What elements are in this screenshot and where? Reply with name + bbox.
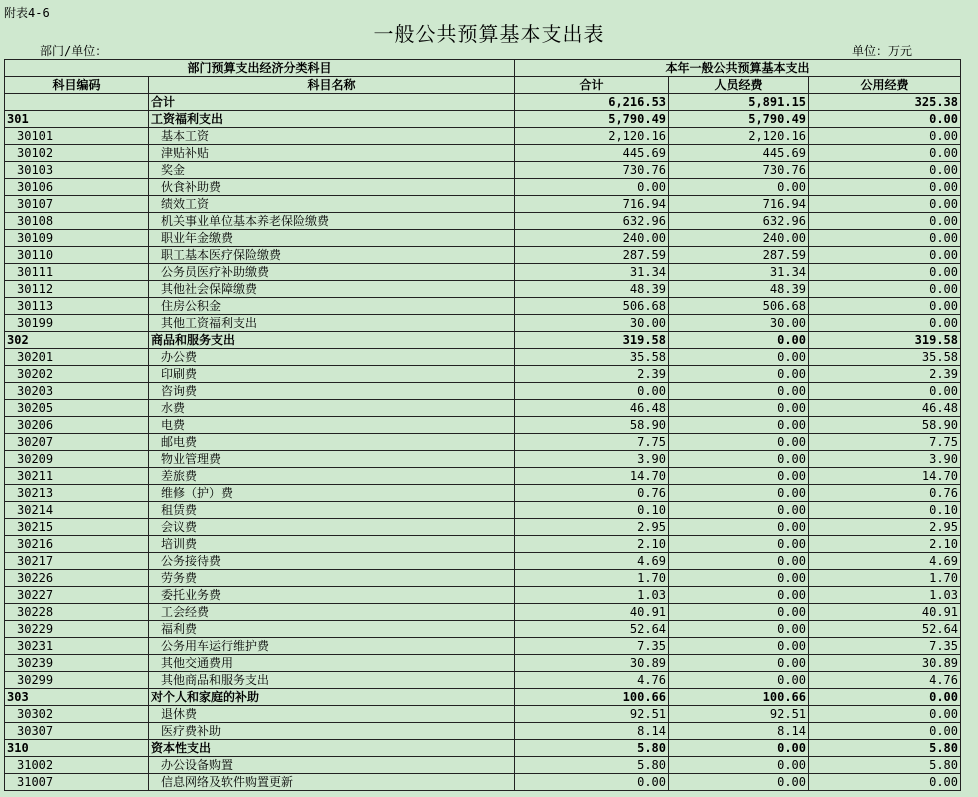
cell-total[interactable]: 2.39 (515, 366, 669, 383)
table-row[interactable] (5, 332, 961, 349)
cell-total[interactable]: 30.89 (515, 655, 669, 672)
cell-code[interactable]: 30229 (5, 621, 149, 638)
cell-personnel[interactable]: 0.00 (669, 672, 809, 689)
cell-code[interactable]: 31002 (5, 757, 149, 774)
cell-name[interactable]: 公务接待费 (149, 553, 515, 570)
table-row[interactable] (5, 417, 961, 434)
cell-name[interactable]: 退休费 (149, 706, 515, 723)
table-row[interactable] (5, 468, 961, 485)
cell-personnel[interactable]: 632.96 (669, 213, 809, 230)
cell-total[interactable]: 46.48 (515, 400, 669, 417)
cell-public[interactable]: 0.00 (809, 689, 961, 706)
table-row[interactable] (5, 281, 961, 298)
cell-code[interactable]: 30226 (5, 570, 149, 587)
cell-code[interactable]: 30206 (5, 417, 149, 434)
cell-public[interactable]: 2.95 (809, 519, 961, 536)
cell-total[interactable]: 0.00 (515, 179, 669, 196)
cell-name[interactable]: 机关事业单位基本养老保险缴费 (149, 213, 515, 230)
table-row[interactable] (5, 485, 961, 502)
header-column-row (5, 77, 961, 94)
table-row[interactable] (5, 587, 961, 604)
cell-code[interactable]: 30111 (5, 264, 149, 281)
header-public[interactable]: 公用经费 (809, 77, 961, 94)
table-row[interactable] (5, 400, 961, 417)
table-row[interactable] (5, 740, 961, 757)
cell-name[interactable]: 培训费 (149, 536, 515, 553)
cell-public[interactable]: 7.35 (809, 638, 961, 655)
cell-total[interactable]: 0.10 (515, 502, 669, 519)
cell-total[interactable]: 5.80 (515, 740, 669, 757)
cell-personnel[interactable]: 2,120.16 (669, 128, 809, 145)
cell-public[interactable]: 0.00 (809, 111, 961, 128)
cell-personnel[interactable]: 730.76 (669, 162, 809, 179)
cell-code[interactable]: 30215 (5, 519, 149, 536)
cell-personnel[interactable]: 92.51 (669, 706, 809, 723)
cell-personnel[interactable]: 0.00 (669, 570, 809, 587)
cell-name[interactable]: 水费 (149, 400, 515, 417)
cell-code[interactable]: 30201 (5, 349, 149, 366)
cell-personnel[interactable]: 445.69 (669, 145, 809, 162)
cell-code[interactable]: 31007 (5, 774, 149, 791)
department-label: 部门/单位： (40, 44, 108, 58)
cell-total[interactable]: 716.94 (515, 196, 669, 213)
cell-public[interactable]: 5.80 (809, 757, 961, 774)
cell-name[interactable]: 伙食补助费 (149, 179, 515, 196)
cell-public[interactable]: 2.39 (809, 366, 961, 383)
page-title: 一般公共预算基本支出表 (373, 22, 605, 46)
cell-total[interactable]: 445.69 (515, 145, 669, 162)
cell-total[interactable]: 5,790.49 (515, 111, 669, 128)
cell-name[interactable]: 商品和服务支出 (149, 332, 515, 349)
cell-total[interactable]: 3.90 (515, 451, 669, 468)
cell-total[interactable]: 1.03 (515, 587, 669, 604)
table-row[interactable] (5, 264, 961, 281)
cell-name[interactable]: 电费 (149, 417, 515, 434)
cell-total[interactable]: 2.95 (515, 519, 669, 536)
cell-public[interactable]: 0.00 (809, 298, 961, 315)
cell-total[interactable]: 92.51 (515, 706, 669, 723)
cell-total[interactable]: 4.69 (515, 553, 669, 570)
cell-public[interactable]: 4.69 (809, 553, 961, 570)
cell-personnel[interactable]: 0.00 (669, 349, 809, 366)
cell-personnel[interactable]: 30.00 (669, 315, 809, 332)
cell-public[interactable]: 40.91 (809, 604, 961, 621)
table-row[interactable] (5, 502, 961, 519)
cell-code[interactable]: 30231 (5, 638, 149, 655)
table-row[interactable] (5, 757, 961, 774)
cell-public[interactable]: 0.00 (809, 162, 961, 179)
cell-total[interactable]: 0.76 (515, 485, 669, 502)
budget-expenditure-table (4, 59, 961, 791)
header-code[interactable]: 科目编码 (5, 77, 149, 94)
table-row[interactable] (5, 451, 961, 468)
table-row[interactable] (5, 655, 961, 672)
header-personnel[interactable]: 人员经费 (669, 77, 809, 94)
cell-code[interactable]: 30107 (5, 196, 149, 213)
table-row[interactable] (5, 145, 961, 162)
cell-personnel[interactable]: 0.00 (669, 502, 809, 519)
cell-code[interactable]: 30202 (5, 366, 149, 383)
table-row[interactable] (5, 383, 961, 400)
cell-public[interactable]: 0.00 (809, 230, 961, 247)
cell-public[interactable]: 1.03 (809, 587, 961, 604)
cell-personnel[interactable]: 0.00 (669, 655, 809, 672)
cell-name[interactable]: 咨询费 (149, 383, 515, 400)
cell-total[interactable]: 240.00 (515, 230, 669, 247)
cell-name[interactable]: 绩效工资 (149, 196, 515, 213)
cell-personnel[interactable]: 0.00 (669, 519, 809, 536)
table-row[interactable] (5, 213, 961, 230)
cell-public[interactable]: 325.38 (809, 94, 961, 111)
cell-personnel[interactable]: 0.00 (669, 587, 809, 604)
cell-personnel[interactable]: 8.14 (669, 723, 809, 740)
cell-code[interactable] (5, 94, 149, 111)
cell-name[interactable]: 办公设备购置 (149, 757, 515, 774)
cell-code[interactable]: 30228 (5, 604, 149, 621)
header-group-expenditure[interactable]: 本年一般公共预算基本支出 (515, 60, 961, 77)
cell-personnel[interactable]: 0.00 (669, 740, 809, 757)
header-total[interactable]: 合计 (515, 77, 669, 94)
cell-total[interactable]: 506.68 (515, 298, 669, 315)
table-row[interactable] (5, 179, 961, 196)
cell-total[interactable]: 5.80 (515, 757, 669, 774)
cell-name[interactable]: 其他交通费用 (149, 655, 515, 672)
header-group-row (5, 60, 961, 77)
cell-code[interactable]: 302 (5, 332, 149, 349)
cell-total[interactable]: 0.00 (515, 774, 669, 791)
cell-code[interactable]: 30108 (5, 213, 149, 230)
cell-code[interactable]: 30103 (5, 162, 149, 179)
table-row[interactable] (5, 570, 961, 587)
cell-total[interactable]: 30.00 (515, 315, 669, 332)
table-row[interactable] (5, 230, 961, 247)
cell-code[interactable]: 30207 (5, 434, 149, 451)
cell-personnel[interactable]: 0.00 (669, 417, 809, 434)
cell-public[interactable]: 58.90 (809, 417, 961, 434)
cell-name[interactable]: 其他工资福利支出 (149, 315, 515, 332)
cell-name[interactable]: 资本性支出 (149, 740, 515, 757)
cell-personnel[interactable]: 100.66 (669, 689, 809, 706)
cell-total[interactable]: 31.34 (515, 264, 669, 281)
cell-public[interactable]: 46.48 (809, 400, 961, 417)
cell-total[interactable]: 100.66 (515, 689, 669, 706)
cell-code[interactable]: 30106 (5, 179, 149, 196)
cell-public[interactable]: 0.00 (809, 128, 961, 145)
cell-total[interactable]: 52.64 (515, 621, 669, 638)
table-row[interactable] (5, 366, 961, 383)
table-row[interactable] (5, 298, 961, 315)
cell-total[interactable]: 58.90 (515, 417, 669, 434)
cell-public[interactable]: 0.00 (809, 706, 961, 723)
cell-total[interactable]: 7.35 (515, 638, 669, 655)
cell-personnel[interactable]: 0.00 (669, 485, 809, 502)
cell-public[interactable]: 30.89 (809, 655, 961, 672)
cell-public[interactable]: 0.10 (809, 502, 961, 519)
cell-name[interactable]: 奖金 (149, 162, 515, 179)
table-row[interactable] (5, 128, 961, 145)
cell-name[interactable]: 职业年金缴费 (149, 230, 515, 247)
cell-total[interactable]: 40.91 (515, 604, 669, 621)
cell-public[interactable]: 52.64 (809, 621, 961, 638)
cell-public[interactable]: 0.00 (809, 723, 961, 740)
cell-personnel[interactable]: 0.00 (669, 604, 809, 621)
cell-code[interactable]: 30302 (5, 706, 149, 723)
cell-code[interactable]: 30110 (5, 247, 149, 264)
cell-personnel[interactable]: 240.00 (669, 230, 809, 247)
cell-personnel[interactable]: 287.59 (669, 247, 809, 264)
cell-public[interactable]: 0.00 (809, 196, 961, 213)
cell-code[interactable]: 30213 (5, 485, 149, 502)
cell-code[interactable]: 301 (5, 111, 149, 128)
cell-code[interactable]: 30216 (5, 536, 149, 553)
cell-name[interactable]: 工资福利支出 (149, 111, 515, 128)
cell-total[interactable]: 6,216.53 (515, 94, 669, 111)
cell-public[interactable]: 0.00 (809, 315, 961, 332)
cell-total[interactable]: 4.76 (515, 672, 669, 689)
cell-total[interactable]: 35.58 (515, 349, 669, 366)
cell-code[interactable]: 30203 (5, 383, 149, 400)
table-row[interactable] (5, 196, 961, 213)
cell-personnel[interactable]: 506.68 (669, 298, 809, 315)
cell-code[interactable]: 30217 (5, 553, 149, 570)
table-row[interactable] (5, 553, 961, 570)
cell-code[interactable]: 30102 (5, 145, 149, 162)
cell-name[interactable]: 其他社会保障缴费 (149, 281, 515, 298)
cell-code[interactable]: 30199 (5, 315, 149, 332)
cell-personnel[interactable]: 0.00 (669, 774, 809, 791)
cell-public[interactable]: 5.80 (809, 740, 961, 757)
cell-public[interactable]: 14.70 (809, 468, 961, 485)
table-row[interactable] (5, 706, 961, 723)
cell-name[interactable]: 会议费 (149, 519, 515, 536)
cell-name[interactable]: 租赁费 (149, 502, 515, 519)
table-row[interactable] (5, 774, 961, 791)
cell-public[interactable]: 0.00 (809, 247, 961, 264)
cell-code[interactable]: 30205 (5, 400, 149, 417)
cell-personnel[interactable]: 0.00 (669, 621, 809, 638)
cell-personnel[interactable]: 48.39 (669, 281, 809, 298)
cell-name[interactable]: 工会经费 (149, 604, 515, 621)
cell-code[interactable]: 30211 (5, 468, 149, 485)
cell-public[interactable]: 4.76 (809, 672, 961, 689)
cell-public[interactable]: 319.58 (809, 332, 961, 349)
cell-code[interactable]: 30109 (5, 230, 149, 247)
cell-code[interactable]: 30113 (5, 298, 149, 315)
cell-name[interactable]: 委托业务费 (149, 587, 515, 604)
cell-name[interactable]: 合计 (149, 94, 515, 111)
cell-name[interactable]: 维修（护）费 (149, 485, 515, 502)
cell-code[interactable]: 30299 (5, 672, 149, 689)
cell-code[interactable]: 30112 (5, 281, 149, 298)
table-row[interactable] (5, 672, 961, 689)
cell-personnel[interactable]: 0.00 (669, 553, 809, 570)
cell-personnel[interactable]: 0.00 (669, 366, 809, 383)
cell-name[interactable]: 印刷费 (149, 366, 515, 383)
sheet-right-margin (962, 59, 978, 797)
cell-personnel[interactable]: 0.00 (669, 383, 809, 400)
cell-total[interactable]: 1.70 (515, 570, 669, 587)
table-row[interactable] (5, 689, 961, 706)
cell-name[interactable]: 基本工资 (149, 128, 515, 145)
table-row[interactable] (5, 723, 961, 740)
unit-label: 单位：万元 (852, 44, 913, 58)
cell-code[interactable]: 30227 (5, 587, 149, 604)
cell-personnel[interactable]: 5,790.49 (669, 111, 809, 128)
cell-name[interactable]: 信息网络及软件购置更新 (149, 774, 515, 791)
table-row[interactable] (5, 111, 961, 128)
cell-public[interactable]: 0.00 (809, 774, 961, 791)
cell-personnel[interactable]: 0.00 (669, 434, 809, 451)
cell-total[interactable]: 632.96 (515, 213, 669, 230)
cell-public[interactable]: 2.10 (809, 536, 961, 553)
table-row[interactable] (5, 315, 961, 332)
cell-total[interactable]: 7.75 (515, 434, 669, 451)
cell-public[interactable]: 35.58 (809, 349, 961, 366)
cell-personnel[interactable]: 716.94 (669, 196, 809, 213)
annex-label: 附表4-6 (4, 6, 50, 20)
table-row[interactable] (5, 349, 961, 366)
cell-total[interactable]: 8.14 (515, 723, 669, 740)
table-row[interactable] (5, 434, 961, 451)
cell-code[interactable]: 310 (5, 740, 149, 757)
cell-personnel[interactable]: 0.00 (669, 332, 809, 349)
cell-personnel[interactable]: 0.00 (669, 400, 809, 417)
header-group-classification[interactable]: 部门预算支出经济分类科目 (5, 60, 515, 77)
table-body (5, 94, 961, 791)
cell-total[interactable]: 14.70 (515, 468, 669, 485)
cell-name[interactable]: 对个人和家庭的补助 (149, 689, 515, 706)
cell-personnel[interactable]: 0.00 (669, 638, 809, 655)
cell-name[interactable]: 其他商品和服务支出 (149, 672, 515, 689)
cell-total[interactable]: 730.76 (515, 162, 669, 179)
cell-total[interactable]: 319.58 (515, 332, 669, 349)
cell-name[interactable]: 邮电费 (149, 434, 515, 451)
cell-public[interactable]: 0.00 (809, 264, 961, 281)
cell-name[interactable]: 公务员医疗补助缴费 (149, 264, 515, 281)
cell-name[interactable]: 住房公积金 (149, 298, 515, 315)
cell-personnel[interactable]: 0.00 (669, 179, 809, 196)
cell-total[interactable]: 287.59 (515, 247, 669, 264)
cell-public[interactable]: 0.00 (809, 145, 961, 162)
cell-personnel[interactable]: 5,891.15 (669, 94, 809, 111)
table-row[interactable] (5, 247, 961, 264)
cell-personnel[interactable]: 31.34 (669, 264, 809, 281)
cell-name[interactable]: 职工基本医疗保险缴费 (149, 247, 515, 264)
table-row[interactable] (5, 94, 961, 111)
cell-code[interactable]: 30209 (5, 451, 149, 468)
cell-personnel[interactable]: 0.00 (669, 451, 809, 468)
cell-code[interactable]: 30101 (5, 128, 149, 145)
cell-name[interactable]: 医疗费补助 (149, 723, 515, 740)
cell-public[interactable]: 0.00 (809, 213, 961, 230)
cell-public[interactable]: 3.90 (809, 451, 961, 468)
cell-name[interactable]: 劳务费 (149, 570, 515, 587)
cell-code[interactable]: 30307 (5, 723, 149, 740)
table-row[interactable] (5, 519, 961, 536)
cell-name[interactable]: 办公费 (149, 349, 515, 366)
cell-name[interactable]: 津贴补贴 (149, 145, 515, 162)
cell-code[interactable]: 30239 (5, 655, 149, 672)
cell-personnel[interactable]: 0.00 (669, 536, 809, 553)
cell-name[interactable]: 福利费 (149, 621, 515, 638)
cell-public[interactable]: 0.76 (809, 485, 961, 502)
cell-code[interactable]: 30214 (5, 502, 149, 519)
cell-public[interactable]: 0.00 (809, 383, 961, 400)
table-row[interactable] (5, 621, 961, 638)
cell-total[interactable]: 2.10 (515, 536, 669, 553)
cell-personnel[interactable]: 0.00 (669, 468, 809, 485)
cell-name[interactable]: 公务用车运行维护费 (149, 638, 515, 655)
cell-public[interactable]: 7.75 (809, 434, 961, 451)
cell-public[interactable]: 0.00 (809, 281, 961, 298)
cell-code[interactable]: 303 (5, 689, 149, 706)
cell-personnel[interactable]: 0.00 (669, 757, 809, 774)
cell-name[interactable]: 差旅费 (149, 468, 515, 485)
cell-total[interactable]: 0.00 (515, 383, 669, 400)
table-row[interactable] (5, 162, 961, 179)
cell-public[interactable]: 0.00 (809, 179, 961, 196)
header-name[interactable]: 科目名称 (149, 77, 515, 94)
table-row[interactable] (5, 604, 961, 621)
table-row[interactable] (5, 638, 961, 655)
cell-public[interactable]: 1.70 (809, 570, 961, 587)
cell-total[interactable]: 48.39 (515, 281, 669, 298)
cell-name[interactable]: 物业管理费 (149, 451, 515, 468)
cell-total[interactable]: 2,120.16 (515, 128, 669, 145)
table-row[interactable] (5, 536, 961, 553)
